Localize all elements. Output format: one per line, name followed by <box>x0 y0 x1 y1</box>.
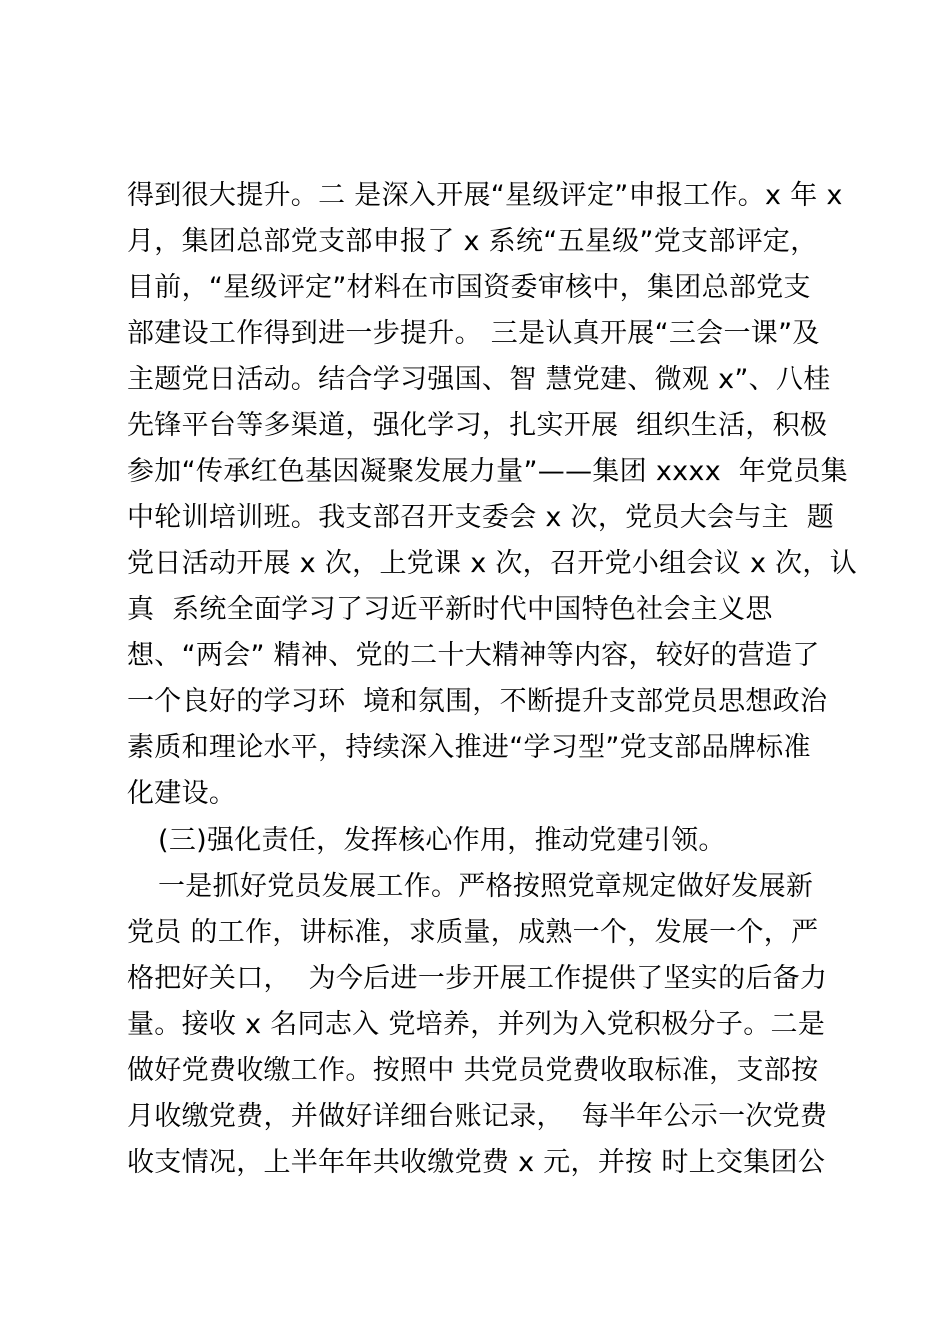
body-line: 先锋平台等多渠道，强化学习，扎实开展 组织生活，积极 <box>127 410 828 441</box>
body-line: 月，集团总部党支部申报了 x 系统“五星级”党支部评定， <box>127 226 818 257</box>
body-line: 格把好关口， 为今后进一步开展工作提供了坚实的后备力 <box>127 963 828 994</box>
body-line: 得到很大提升。二 是深入开展“星级评定”申报工作。x 年 x <box>127 180 843 211</box>
body-line: 目前，“星级评定”材料在市国资委审核中，集团总部党支 <box>127 272 811 303</box>
body-line: 素质和理论水平，持续深入推进“学习型”党支部品牌标准 <box>127 732 811 763</box>
section-heading: (三)强化责任，发挥核心作用，推动党建引领。 <box>158 825 726 856</box>
body-line: 党日活动开展 x 次，上党课 x 次，召开党小组会议 x 次，认 <box>127 548 858 579</box>
body-line: 想、“两会” 精神、党的二十大精神等内容，较好的营造了 <box>127 640 820 671</box>
body-line: 化建设。 <box>127 778 237 809</box>
body-line: 一个良好的学习环 境和氛围，不断提升支部党员思想政治 <box>127 686 828 717</box>
body-line: 参加“传承红色基因凝聚发展力量”——集团 xxxx 年党员集 <box>127 456 848 487</box>
body-line: 部建设工作得到进一步提升。 三是认真开展“三会一课”及 <box>127 318 820 349</box>
body-line: 月收缴党费，并做好详细台账记录， 每半年公示一次党费 <box>127 1101 828 1132</box>
body-line: 收支情况，上半年年共收缴党费 x 元，并按 时上交集团公 <box>127 1147 826 1178</box>
body-line: 真 系统全面学习了习近平新时代中国特色社会主义思 <box>127 594 773 625</box>
body-line: 做好党费收缴工作。按照中 共党员党费收取标准，支部按 <box>127 1055 819 1086</box>
body-line: 主题党日活动。结合学习强国、智 慧党建、微观 x”、八桂 <box>127 364 831 395</box>
body-line: 中轮训培训班。我支部召开支委会 x 次，党员大会与主 题 <box>127 502 835 533</box>
body-line: 党员 的工作，讲标准，求质量，成熟一个，发展一个，严 <box>127 917 819 948</box>
body-line: 量。接收 x 名同志入 党培养，并列为入党积极分子。二是 <box>127 1009 826 1040</box>
body-line: 一是抓好党员发展工作。严格按照党章规定做好发展新 <box>158 871 814 902</box>
